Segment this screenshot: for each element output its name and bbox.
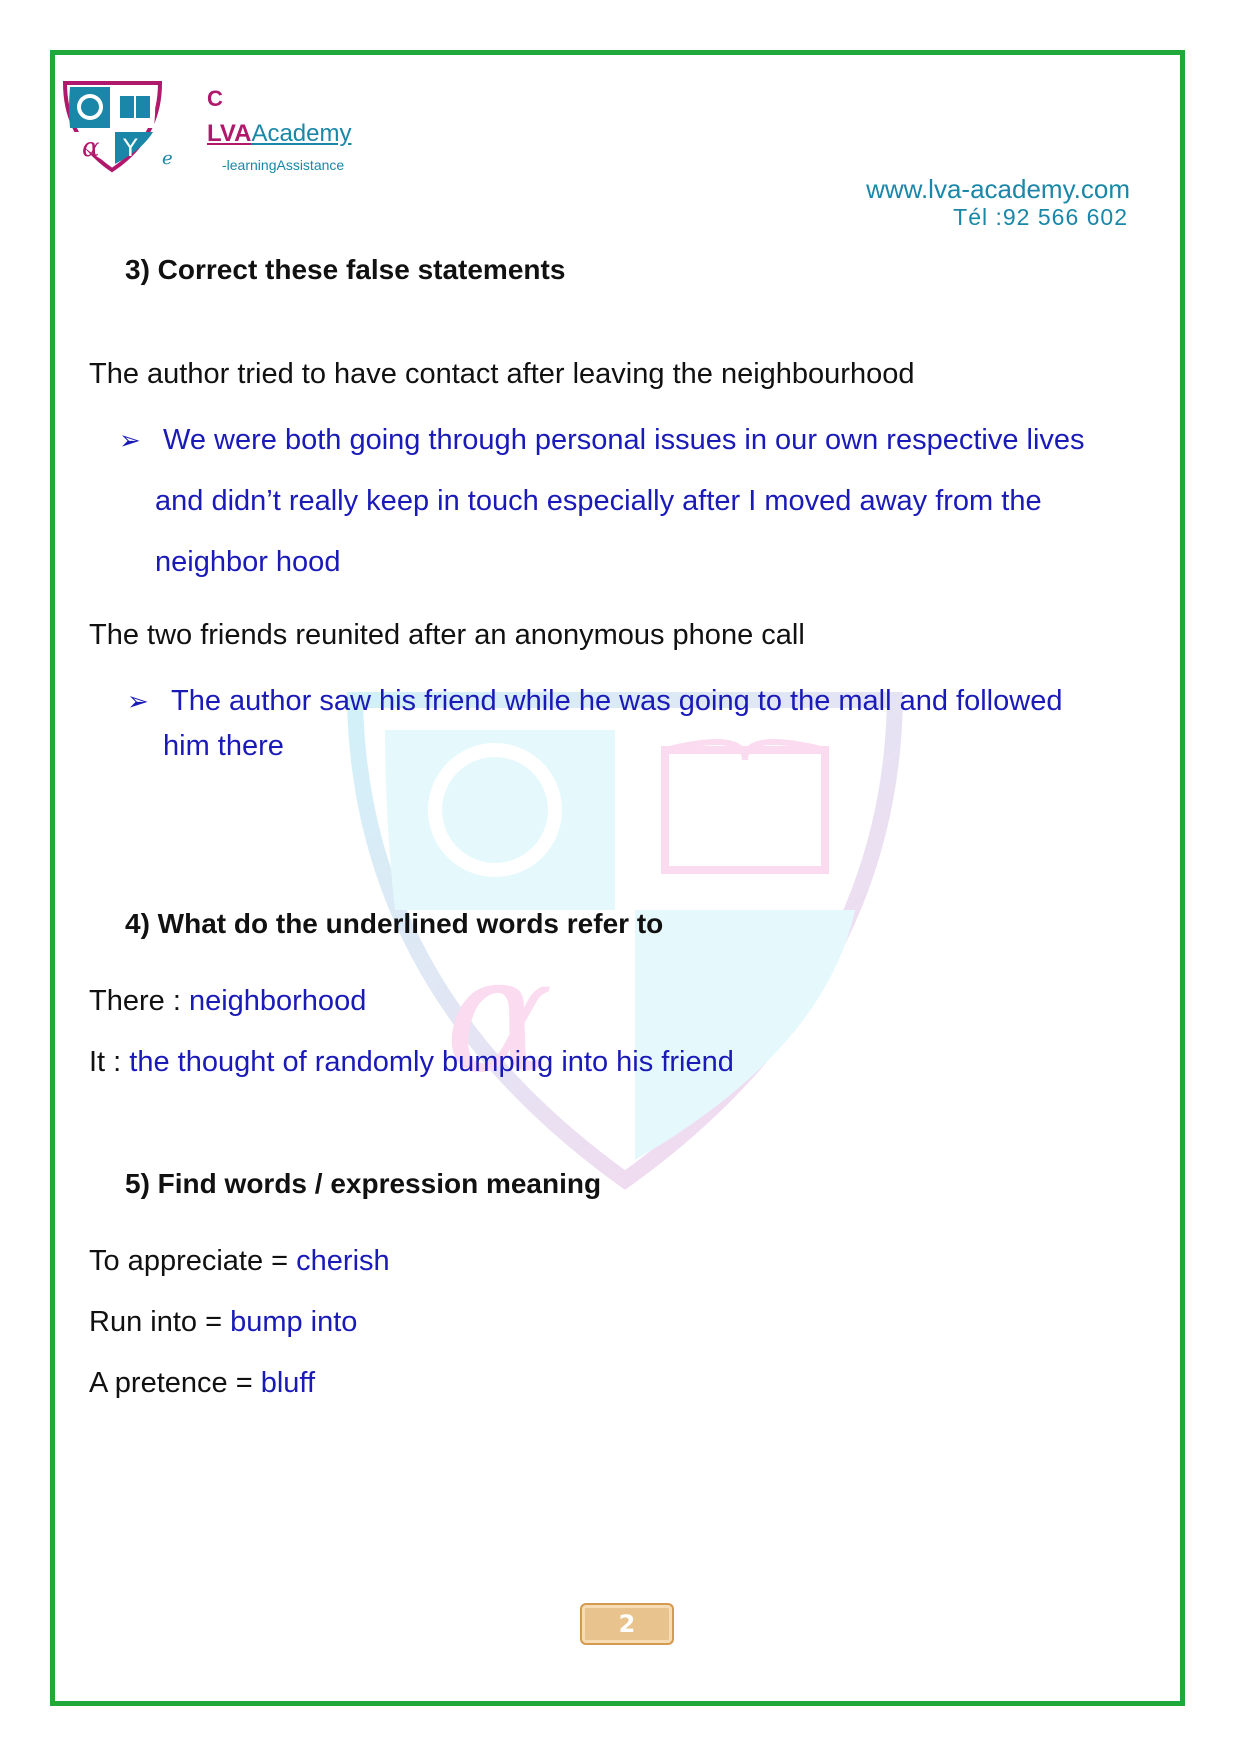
correction-2-line-1: The author saw his friend while he was going to the mall and followed — [171, 685, 1063, 717]
watermark-shield — [345, 690, 905, 1190]
section-4-heading: 4) What do the underlined words refer to — [125, 908, 664, 939]
brand-e-mark: e — [162, 148, 173, 169]
reference-term: It : — [89, 1046, 130, 1078]
reference-row — [89, 1046, 734, 1079]
section-3-heading: 3) Correct these false statements — [125, 254, 566, 285]
brand-name — [207, 120, 351, 148]
meaning-row — [89, 1245, 390, 1278]
phone-number: Tél :92 566 602 — [953, 204, 1128, 230]
brand-academy: Academy — [251, 120, 352, 147]
meaning-answer: bump into — [230, 1306, 358, 1338]
brand-lva: LVA — [207, 120, 252, 147]
meaning-row — [89, 1306, 357, 1339]
correction-1-line-3: neighbor hood — [155, 546, 341, 578]
reference-term: There : — [89, 985, 189, 1017]
section-5-heading: 5) Find words / expression meaning — [125, 1168, 602, 1199]
reference-answer: the thought of randomly bumping into his friend — [129, 1046, 734, 1078]
brand-c-mark: C — [207, 86, 223, 111]
false-statement-1: The author tried to have contact after leaving the neighbourhood — [89, 358, 915, 390]
website-link[interactable]: www.lva-academy.com — [866, 174, 1130, 204]
meaning-term: To appreciate = — [89, 1245, 297, 1277]
meaning-term: A pretence = — [89, 1367, 261, 1399]
arrow-bullet-icon: ➢ — [127, 686, 149, 716]
reference-answer: neighborhood — [188, 985, 367, 1017]
academy-shield-logo — [60, 78, 165, 173]
false-statement-2: The two friends reunited after an anonymous phone call — [89, 619, 805, 651]
correction-1-line-2: and didn’t really keep in touch especially after I moved away from the — [155, 485, 1042, 517]
arrow-bullet-icon: ➢ — [119, 425, 141, 455]
meaning-term: Run into = — [89, 1306, 231, 1338]
reference-row — [89, 985, 366, 1018]
page-number-badge: 2 — [580, 1603, 674, 1645]
brand-tagline: -learningAssistance — [222, 157, 345, 173]
correction-2-line-2: him there — [163, 730, 284, 762]
svg-text:α: α — [82, 133, 100, 163]
meaning-answer: bluff — [260, 1367, 316, 1399]
svg-text:α: α — [445, 921, 554, 1108]
meaning-answer: cherish — [296, 1245, 390, 1277]
svg-text:Y: Y — [123, 134, 138, 162]
meaning-row — [89, 1367, 315, 1400]
correction-1-line-1: We were both going through personal issues in our own respective lives — [163, 424, 1085, 456]
